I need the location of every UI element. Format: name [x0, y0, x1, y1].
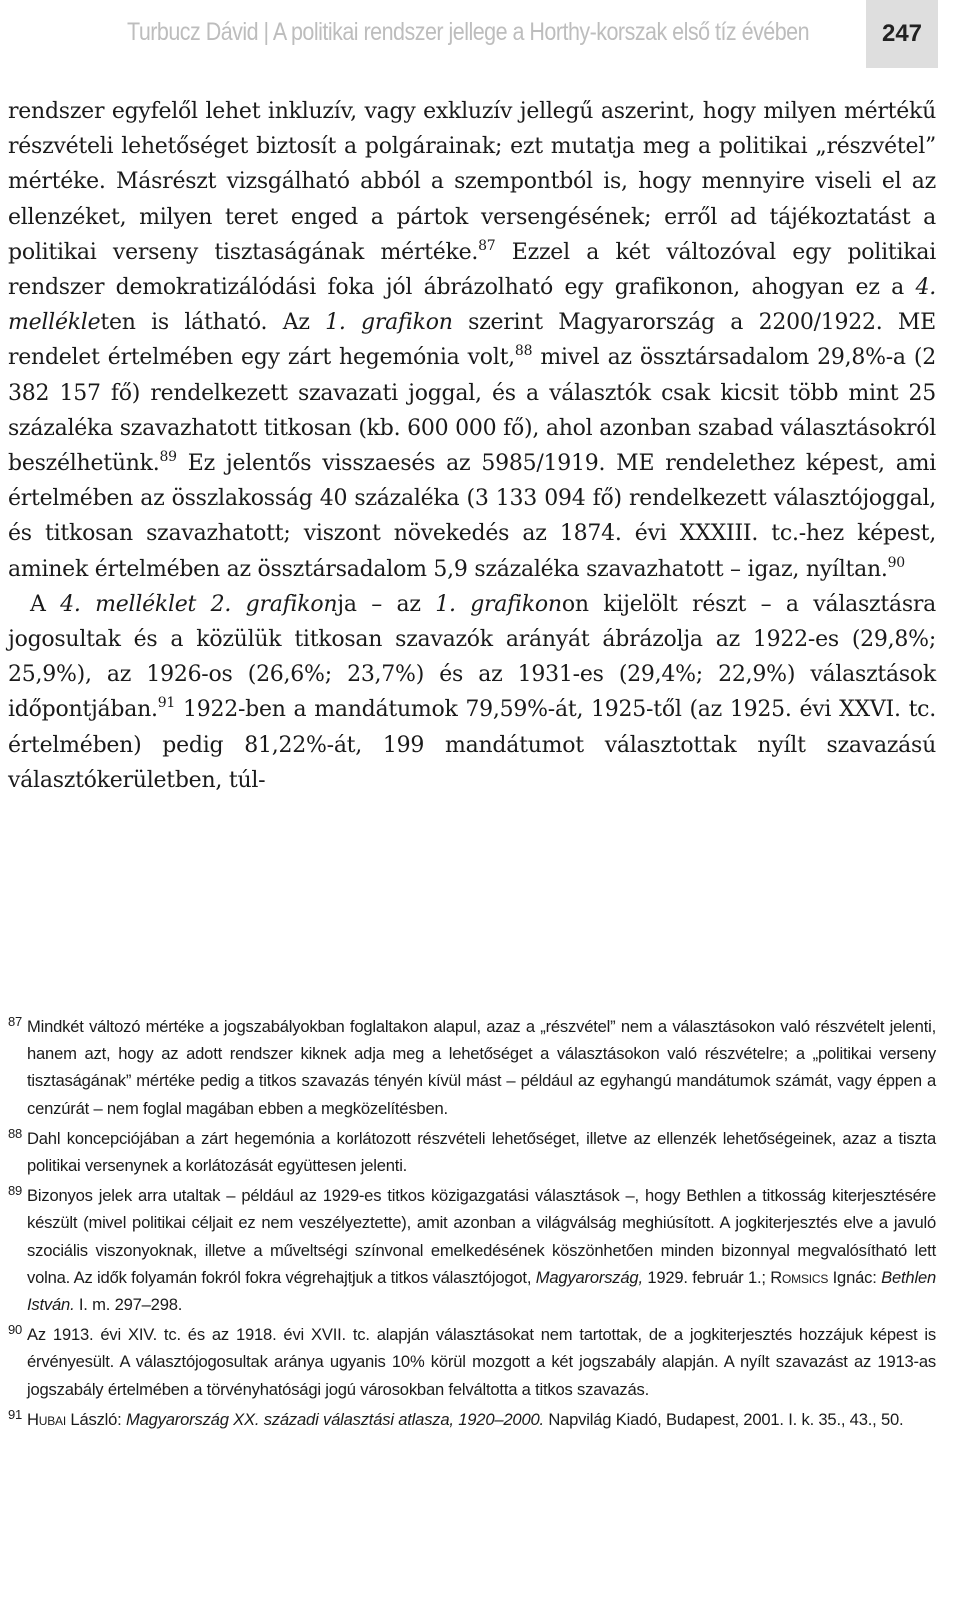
italic-run: Bethlen István.	[27, 1267, 937, 1315]
text-run: ten is látható. Az	[100, 310, 326, 336]
italic-run: Magyarország XX. századi választási atlasza, 1920–2000.	[126, 1409, 544, 1429]
main-text	[8, 94, 936, 798]
italic-run: 1. grafikon	[325, 310, 453, 336]
text-run: ja – az	[337, 591, 436, 617]
footnote-text: László:	[66, 1409, 126, 1429]
page-number: 247	[881, 20, 923, 47]
footnote-number: 89	[8, 1183, 23, 1199]
italic-run: Magyarország,	[535, 1267, 643, 1287]
running-header: Turbucz Dávid | A politikai rendszer jellege a Horthy-korszak első tíz évében	[127, 18, 810, 46]
text-run: A	[30, 591, 61, 617]
footnote-number: 90	[8, 1322, 23, 1338]
footnote-ref-90[interactable]: 90	[887, 554, 905, 571]
footnote-text: Bizonyos jelek arra utaltak – például az 1929-es titkos közigazgatási választások –, hogy Bethlen a titkosság kiterjesztésére készült (mivel politikai céljait ez nem veszélyeztette), amit azonban a világválság meghiúsított. A jogkiterjesztés elve a javuló szociális viszonyoknak, illetve a műveltségi színvonal emelkedésének köszönhetően minden bizonnyal megvalósítható lett volna. Az idők folyamán fokról fokra végrehajtjuk a titkos választójogot,	[27, 1186, 936, 1287]
author-name: Romsics	[770, 1267, 829, 1287]
footnote-text: Az 1913. évi XIV. tc. és az 1918. évi XVII. tc. alapján választásokat nem tartottak, de a jogkiterjesztés hozzájuk képest is érvényesült. A választójogosultak aránya ugyanis 10% körül mozgott a két jogszabály alapján. A nyílt szavazást az 1913-as jogszabály értelmében a törvényhatósági jogú városokban felváltotta a titkos szavazás.	[27, 1325, 936, 1399]
footnote-ref-87[interactable]: 87	[478, 237, 496, 254]
footnote-87	[8, 1013, 936, 1122]
footnote-text: 1929. február 1.;	[642, 1267, 771, 1287]
footnote-text: I. m. 297–298.	[74, 1295, 183, 1315]
footnote-text: Mindkét változó mértéke a jogszabályokban foglaltakon alapul, azaz a „részvétel” nem a választásokon való részvételt jelenti, hanem azt, hogy az adott rendszer kiknek adja meg a lehetőséget a választásokon való részvételre; a „politikai verseny tisztaságának” mértéke pedig a titkos szavazás tényén kívül mást – például az egyhangú mandátumok számát, vagy éppen a cenzúrát – nem foglal magában ebben a megközelítésben.	[27, 1017, 936, 1118]
italic-run: 4. melléklet 2. grafikon	[60, 591, 338, 617]
footnotes	[8, 1013, 936, 1436]
footnote-90	[8, 1321, 936, 1403]
text-run: rendszer egyfelől lehet inkluzív, vagy exkluzív jellegű aszerint, hogy milyen mértékű részvételi lehetőséget biztosít a polgárainak; ezt mutatja meg a politikai „részvétel” mértéke. Másrészt vizsgálható abból a szempontból is, hogy mennyire viseli el az ellenzéket, milyen teret enged a pártok versengésének; erről ad tájékoztatást a politikai verseny tisztaságának mértéke.	[8, 99, 936, 265]
paragraph-1	[8, 94, 936, 587]
footnote-number: 91	[8, 1406, 23, 1422]
text-run: Ezzel a két változóval egy politikai rendszer demokratizálódási foka jól ábrázolható egy grafikonon, ahogyan ez a	[8, 239, 936, 301]
text-run: Ez jelentős visszaesés az 5985/1919. ME rendelethez képest, ami értelmében az összlakosság 40 százaléka (3 133 094 fő) rendelkezett választójoggal, és titkosan szavazhatott; viszont növekedés az 1874. évi XXXIII. tc.-hez képest, aminek értelmében az össztársadalom 5,9 százaléka szavazhatott – igaz, nyíltan.	[8, 451, 936, 582]
text-run: mivel az össztársadalom 29,8%-a (2 382 157 fő) rendelkezett szavazati joggal, és a választók csak kicsit több mint 25 százaléka szavazhatott titkosan (kb. 600 000 fő), ahol azonban szabad választásokról beszélhetünk.	[8, 345, 936, 477]
text-run: 1922-ben a mandátumok 79,59%-át, 1925-től (az 1925. évi XXVI. tc. értelmében) pedig 81,22%-át, 199 mandátumot választottak nyílt szavazású választókerületben, túl-	[8, 697, 936, 793]
footnote-text: Dahl koncepciójában a zárt hegemónia a korlátozott részvételi lehetőséget, illetve az ellenzék lehetőségeinek, azaz a tiszta politikai versenynek a korlátozását együttesen jelenti.	[27, 1128, 936, 1176]
author-name: Hubai	[27, 1409, 66, 1429]
paragraph-2	[8, 587, 936, 798]
footnote-text: Napvilág Kiadó, Budapest, 2001. I. k. 35., 43., 50.	[543, 1409, 904, 1429]
footnote-89	[8, 1182, 936, 1318]
footnote-ref-89[interactable]: 89	[159, 449, 177, 466]
text-run: on kijelölt részt – a választásra jogosultak és a közülük titkosan szavazók arányát ábrázolja az 1922-es (29,8%; 25,9%), az 1926-os (26,6%; 23,7%) és az 1931-es (29,4%; 22,9%) választások időpontjában.	[8, 591, 937, 723]
footnote-number: 88	[8, 1125, 23, 1141]
footnote-number: 87	[8, 1014, 23, 1029]
italic-run: 1. grafikon	[435, 591, 562, 617]
footnote-ref-91[interactable]: 91	[157, 695, 176, 712]
page-number-box	[866, 0, 938, 68]
footnote-88	[8, 1125, 936, 1179]
footnote-91	[8, 1406, 936, 1433]
footnote-text: Ignác:	[828, 1267, 882, 1287]
footnote-ref-88[interactable]: 88	[514, 343, 533, 360]
text-run: szerint Magyarország a 2200/1922. ME rendelet értelmében egy zárt hegemónia volt,	[8, 310, 936, 371]
italic-run: 4. mellékle	[8, 275, 936, 336]
